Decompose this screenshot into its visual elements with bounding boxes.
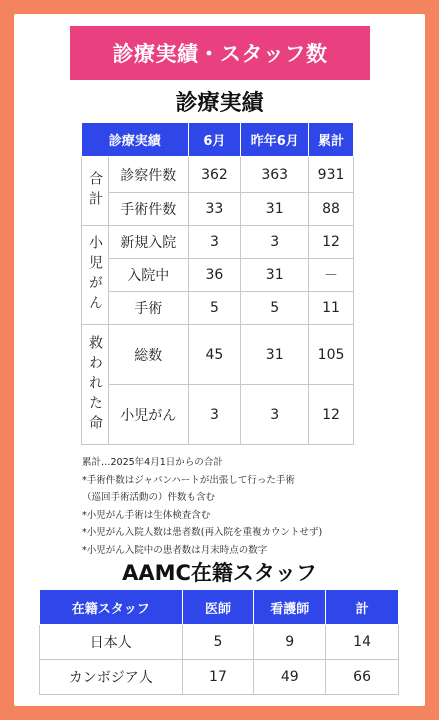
section-title-results: 診療実績 [175,91,264,116]
cell-doctors: 5 [182,625,254,660]
header-last-june: 昨年6月 [241,123,309,157]
table-row [82,325,354,385]
header-sum: 計 [326,590,399,625]
row-item: 診察件数 [108,157,188,193]
staff-table [39,589,399,695]
results-table [81,122,354,445]
note-line: （巡回手術活動の）件数も含む [82,492,216,503]
cell-nurses: 9 [254,625,326,660]
table-row [82,193,354,226]
cell-total: 11 [309,292,354,325]
header-june: 6月 [188,123,241,157]
cell-nurses: 49 [254,660,326,695]
note-line: *手術件数はジャパンハートが出張して行った手術 [82,474,295,486]
cell-doctors: 17 [182,660,254,695]
cell-june: 33 [188,193,241,226]
cell-total: 12 [309,226,354,259]
note-line: *小児がん手術は生体検査含む [82,509,211,521]
row-item: 小児がん [108,385,188,445]
table-row [82,385,354,445]
row-item: 総数 [108,325,188,385]
content-card [14,14,425,706]
table-row [40,660,399,695]
table-row [82,226,354,259]
header-doctors: 医師 [182,590,254,625]
row-item: 新規入院 [108,226,188,259]
note-line: *小児がん入院人数は患者数(再入院を重複カウントせず) [82,527,323,538]
note-line: 累計…2025年4月1日からの合計 [82,457,223,468]
group-label-total: 合計 [82,157,109,226]
table-row [40,625,399,660]
header-cumulative: 累計 [309,123,354,157]
cell-june: 36 [188,259,241,292]
staff-label: カンボジア人 [40,660,183,695]
cell-sum: 14 [326,625,399,660]
cell-prev: 31 [241,259,309,292]
cell-total: 12 [309,385,354,445]
table-row [82,292,354,325]
cell-june: 5 [188,292,241,325]
section-title-staff: AAMC在籍スタッフ [122,561,317,585]
staff-label: 日本人 [40,625,183,660]
row-item: 入院中 [108,259,188,292]
cell-prev: 363 [241,157,309,193]
cell-total: － [309,259,354,292]
header-category: 診療実績 [82,123,189,157]
cell-prev: 3 [241,226,309,259]
cell-june: 3 [188,385,241,445]
cell-total: 88 [309,193,354,226]
cell-prev: 3 [241,385,309,445]
results-header-row [82,123,354,157]
cell-june: 3 [188,226,241,259]
footnotes [82,454,412,559]
row-item: 手術 [108,292,188,325]
staff-header-row [40,590,399,625]
header-nurses: 看護師 [254,590,326,625]
cell-june: 45 [188,325,241,385]
page-banner: 診療実績・スタッフ数 [70,26,370,80]
table-row [82,157,354,193]
table-row [82,259,354,292]
cell-total: 931 [309,157,354,193]
cell-prev: 31 [241,193,309,226]
group-label-pediatric-cancer: 小児がん [82,226,109,325]
cell-sum: 66 [326,660,399,695]
cell-total: 105 [309,325,354,385]
cell-prev: 31 [241,325,309,385]
row-item: 手術件数 [108,193,188,226]
header-staff: 在籍スタッフ [40,590,183,625]
cell-prev: 5 [241,292,309,325]
cell-june: 362 [188,157,241,193]
group-label-lives-saved: 救われた命 [82,325,109,445]
note-line: *小児がん入院中の患者数は月末時点の数字 [82,544,268,556]
